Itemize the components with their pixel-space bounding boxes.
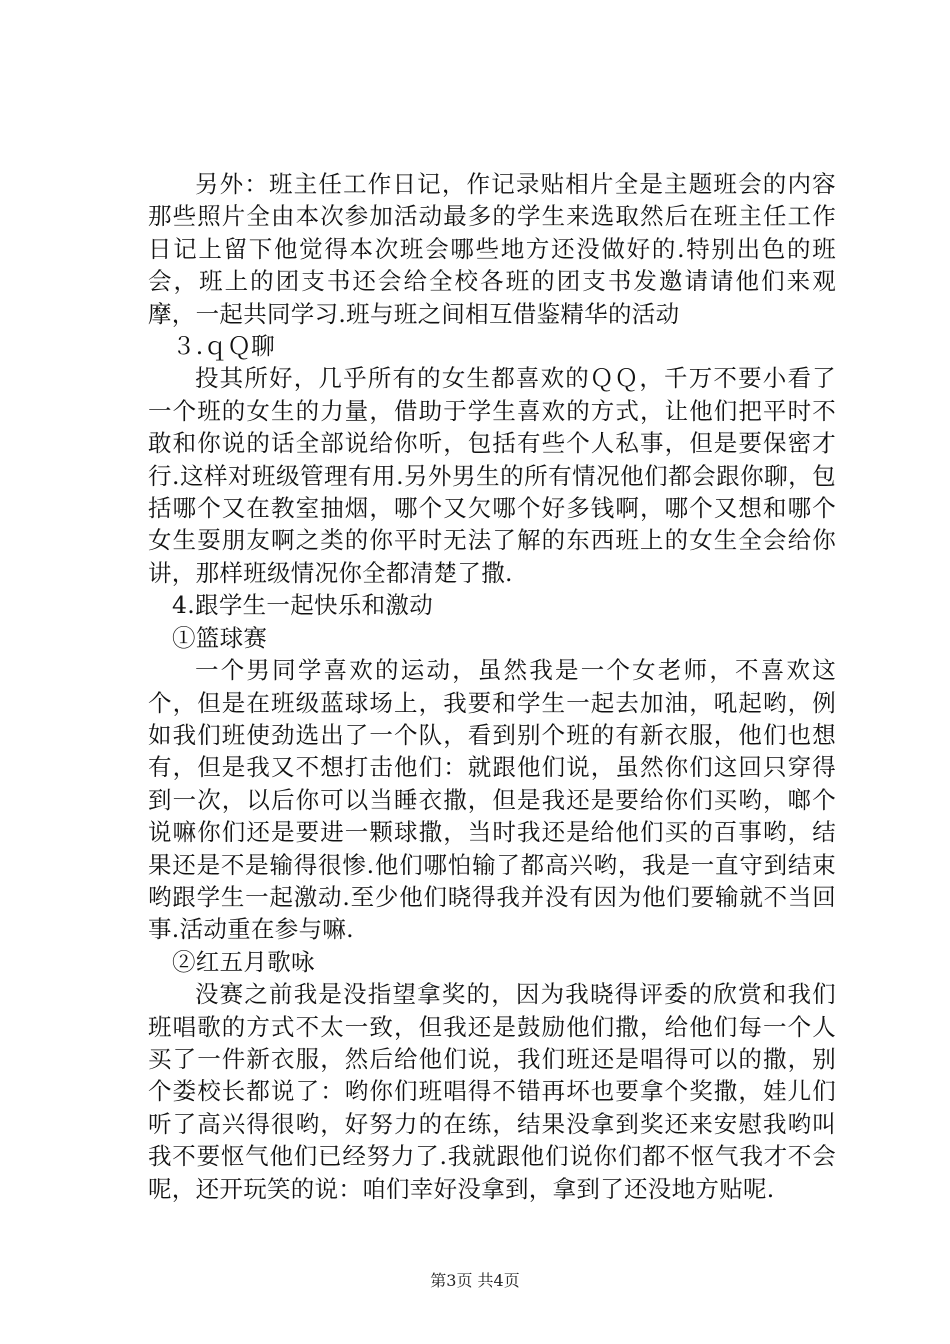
heading-basketball: ①篮球赛 (172, 623, 268, 652)
document-body (148, 168, 836, 1205)
paragraph-qq-chat: 投其所好，几乎所有的女生都喜欢的ＱＱ，千万不要小看了一个班的女生的力量，借助于学生喜欢的方式，让他们把平时不敢和你说的话全部说给你听，包括有些个人私事，但是要保密才行.这样对班级管理有用.另外男生的所有情况他们都会跟你聊，包括哪个又在教室抽烟，哪个又欠哪个好多钱啊，哪个又想和哪个女生耍朋友啊之类的你平时无法了解的东西班上的女生全会给你讲，那样班级情况你全都清楚了撒. (148, 364, 836, 587)
heading-may-singing: ②红五月歌咏 (172, 947, 315, 976)
paragraph-class-diary: 另外：班主任工作日记，作记录贴相片全是主题班会的内容那些照片全由本次参加活动最多的学生来选取然后在班主任工作日记上留下他觉得本次班会哪些地方还没做好的.特别出色的班会，班上的团支书还会给全校各班的团支书发邀请请他们来观摩，一起共同学习.班与班之间相互借鉴精华的活动 (148, 170, 836, 328)
page-number-footer: 第3页 共4页 (430, 1271, 520, 1290)
paragraph-may-singing: 没赛之前我是没指望拿奖的，因为我晓得评委的欣赏和我们班唱歌的方式不太一致，但我还是鼓励他们撒，给他们每一个人买了一件新衣服，然后给他们说，我们班还是唱得可以的撒，别个娄校长都说了：哟你们班唱得不错再坏也要拿个奖撒，娃儿们听了高兴得很哟，好努力的在练，结果没拿到奖还来安慰我哟叫我不要怄气他们已经努力了.我就跟他们说你们都不怄气我才不会呢，还开玩笑的说：咱们幸好没拿到，拿到了还没地方贴呢. (148, 980, 836, 1203)
heading-qq-chat: ３.ｑＱ聊 (172, 332, 275, 361)
paragraph-basketball: 一个男同学喜欢的运动，虽然我是一个女老师，不喜欢这个，但是在班级蓝球场上，我要和学生一起去加油，吼起哟，例如我们班使劲选出了一个队，看到别个班的有新衣服，他们也想有，但是我又不想打击他们：就跟他们说，虽然你们这回只穿得到一次，以后你可以当睡衣撒，但是我还是要给你们买哟，啷个说嘛你们还是要进一颗球撒，当时我还是给他们买的百事哟，结果还是不是输得很惨.他们哪怕输了都高兴哟，我是一直守到结束哟跟学生一起激动.至少他们晓得我并没有因为他们要输就不当回事.活动重在参与嘛. (148, 656, 836, 944)
heading-happy-with-students: 4.跟学生一起快乐和激动 (172, 591, 434, 620)
